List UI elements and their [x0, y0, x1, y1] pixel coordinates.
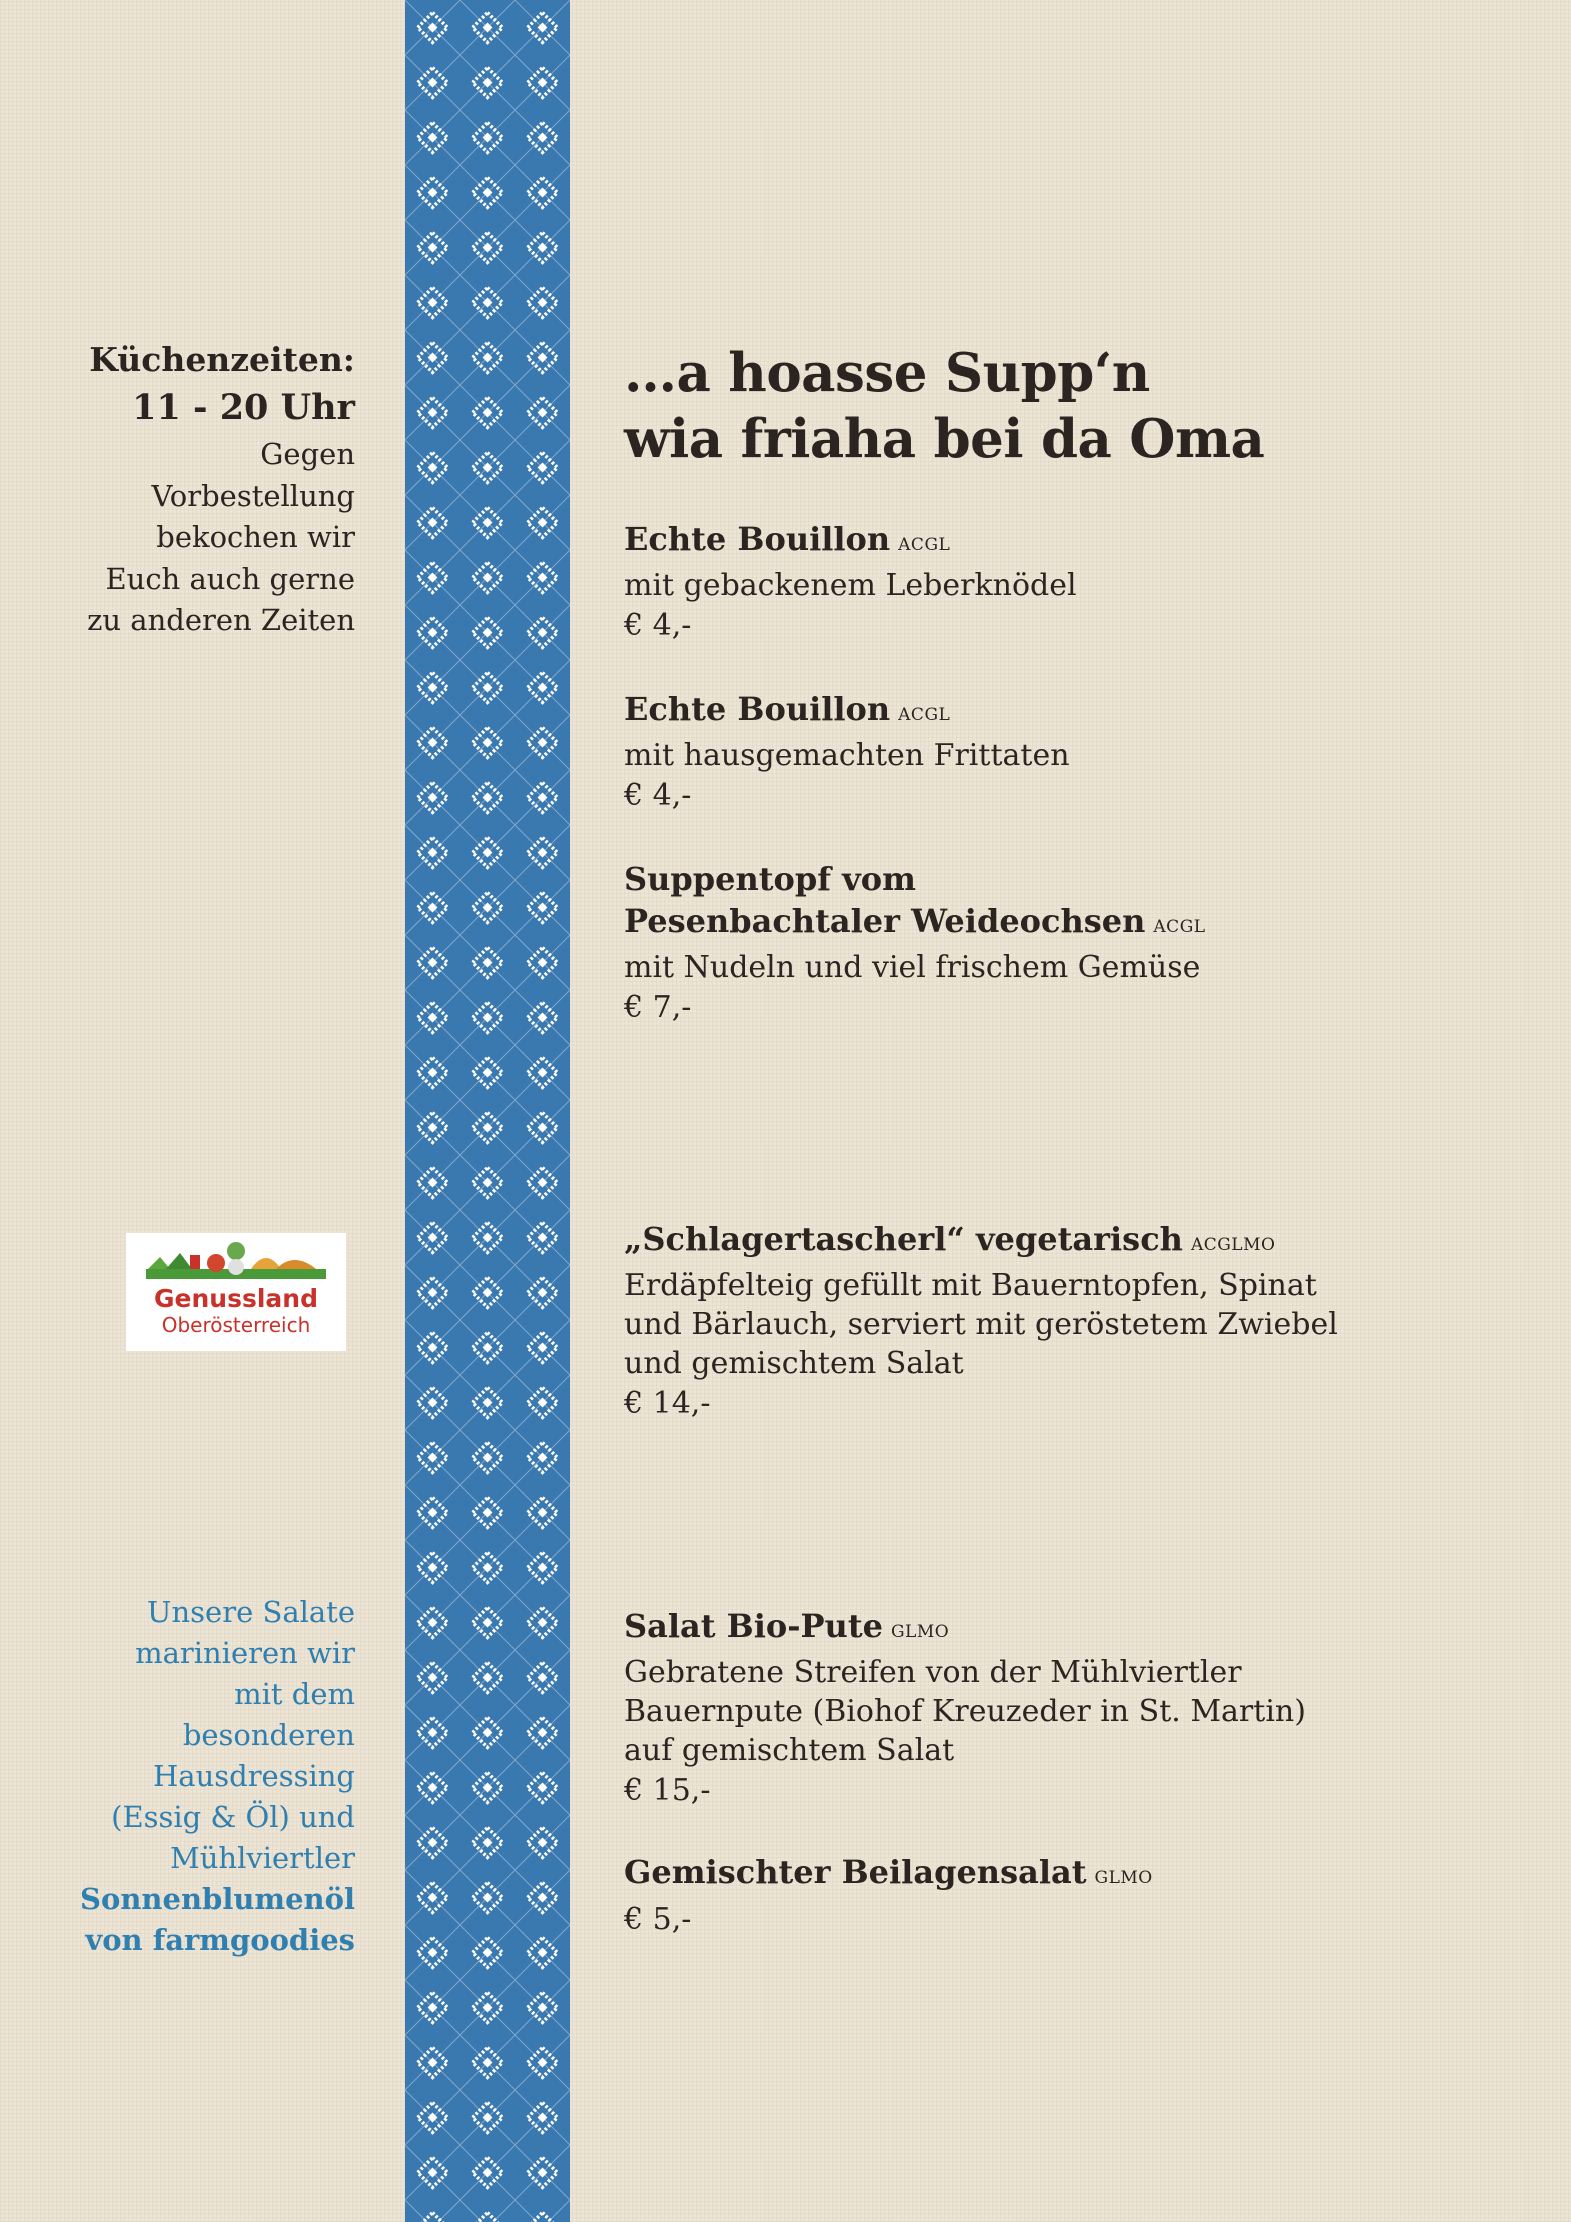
allergen-codes: ACGL: [898, 705, 951, 725]
salad-note-line: (Essig & Öl) und: [111, 1800, 355, 1834]
menu-item-name-text: Suppentopf vom: [624, 860, 916, 898]
decorative-ribbon: [405, 0, 570, 2222]
menu-item-name-text: Echte Bouillon: [624, 520, 891, 558]
menu-item-description: und Bärlauch, serviert mit geröstetem Zwiebel: [624, 1307, 1338, 1342]
kitchen-note-line: Euch auch gerne: [105, 561, 355, 596]
menu-item-name-text: „Schlagertascherl“ vegetarisch: [624, 1220, 1183, 1258]
kitchen-hours-title: Küchenzeiten:: [89, 340, 355, 379]
menu-item-description: auf gemischtem Salat: [624, 1733, 955, 1768]
menu-item-name-text: Salat Bio-Pute: [624, 1607, 883, 1645]
menu-item-name: [624, 858, 1384, 900]
menu-item-description: mit gebackenem Leberknödel: [624, 568, 1077, 603]
logo-graphic: [126, 1233, 346, 1285]
kitchen-note-line: zu anderen Zeiten: [87, 603, 355, 637]
menu-item-name: [624, 1851, 1384, 1899]
kitchen-hours-time: 11 - 20 Uhr: [132, 387, 355, 428]
page-title: [624, 340, 1264, 472]
salad-note-line: Mühlviertler: [170, 1841, 355, 1875]
logo-text-genussland: Genussland: [154, 1284, 318, 1313]
kitchen-note-line: bekochen wir: [156, 520, 355, 554]
menu-item-description: und gemischtem Salat: [624, 1346, 964, 1381]
menu-item: [624, 1218, 1384, 1425]
menu-item-name-text: Echte Bouillon: [624, 690, 891, 728]
salad-note-line: marinieren wir: [135, 1636, 355, 1670]
menu-item-name-text: Gemischter Beilagensalat: [624, 1853, 1087, 1891]
menu-item: [624, 688, 1384, 817]
kitchen-note-line: Vorbestellung: [151, 478, 355, 513]
menu-item-description: Gebratene Streifen von der Mühlviertler: [624, 1655, 1242, 1690]
menu-item: [624, 858, 1384, 1029]
menu-item-description: mit hausgemachten Frittaten: [624, 738, 1070, 773]
salad-note-line: besonderen: [182, 1718, 355, 1752]
kitchen-hours-note: [40, 434, 355, 642]
page-title-line-2: wia friaha bei da Oma: [624, 408, 1265, 470]
logo-text-region: Oberösterreich: [161, 1313, 311, 1337]
menu-item: [624, 1605, 1384, 1812]
ribbon-pattern: [405, 0, 570, 2222]
salad-note-line: mit dem: [234, 1677, 355, 1711]
menu-item-name: [624, 1605, 1384, 1653]
salad-note-line: Unsere Salate: [147, 1595, 355, 1629]
salad-dressing-note: [40, 1592, 355, 1961]
menu-item-price: € 4,-: [624, 608, 692, 643]
allergen-codes: GLMO: [890, 1622, 950, 1642]
menu-item-name: [624, 1218, 1384, 1266]
menu-item-name: [624, 688, 1384, 736]
genussland-logo: [126, 1233, 346, 1351]
menu-item-price: € 5,-: [624, 1902, 692, 1937]
salad-note-bold-line: von farmgoodies: [85, 1923, 355, 1957]
menu-item-price: € 15,-: [624, 1773, 711, 1808]
page-title-line-1: …a hoasse Supp‘n: [624, 342, 1150, 404]
salad-note-line: Hausdressing: [152, 1759, 355, 1793]
menu-item-name: [624, 900, 1384, 948]
menu-item-description: Bauernpute (Biohof Kreuzeder in St. Martin): [624, 1694, 1306, 1729]
menu-item-description: mit Nudeln und viel frischem Gemüse: [624, 950, 1201, 985]
menu-item-price: € 4,-: [624, 778, 692, 813]
menu-item-price: € 14,-: [624, 1386, 711, 1421]
allergen-codes: GLMO: [1094, 1868, 1153, 1888]
menu-item-price: € 7,-: [624, 990, 692, 1025]
menu-item-name: [624, 518, 1384, 566]
allergen-codes: ACGLMO: [1190, 1235, 1276, 1255]
salad-note-bold-line: Sonnenblumenöl: [80, 1882, 355, 1916]
menu-item-description: Erdäpfelteig gefüllt mit Bauerntopfen, Spinat: [624, 1268, 1317, 1303]
menu-item: [624, 518, 1384, 647]
allergen-codes: ACGL: [898, 535, 951, 555]
allergen-codes: ACGL: [1153, 917, 1206, 937]
menu-item: [624, 1851, 1384, 1941]
kitchen-note-line: Gegen: [260, 437, 355, 471]
menu-item-name-text: Pesenbachtaler Weideochsen: [624, 902, 1146, 940]
